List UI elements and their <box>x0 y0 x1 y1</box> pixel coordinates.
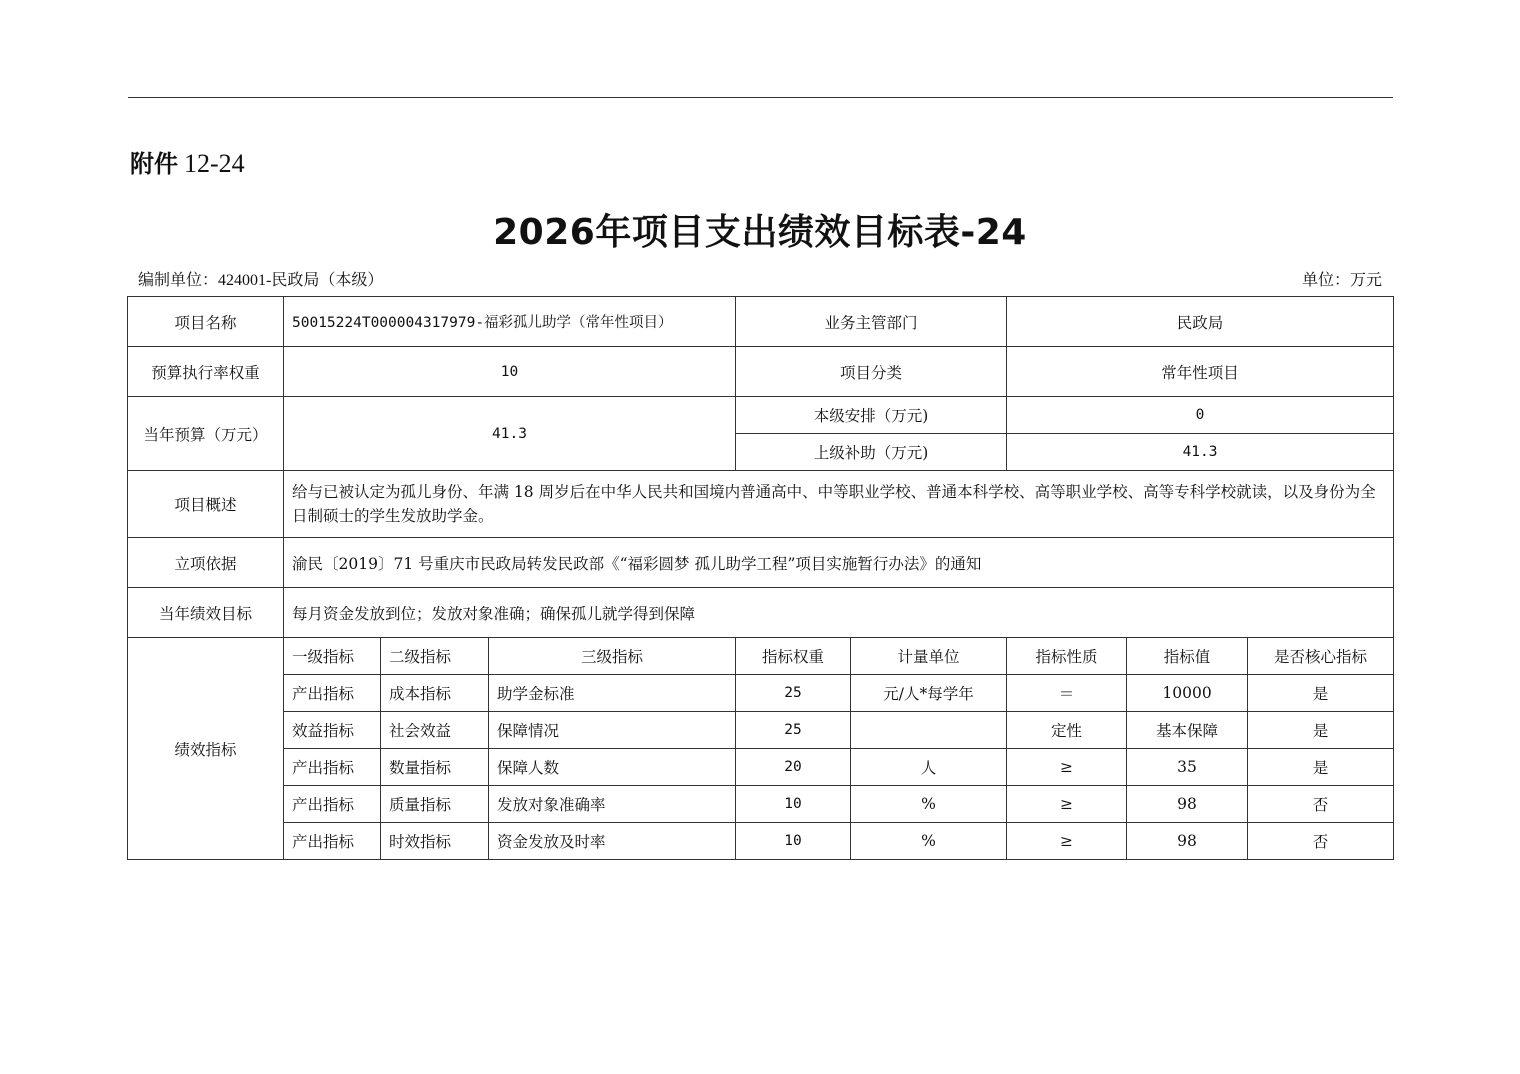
indicator-row <box>128 786 1394 823</box>
project-name-value: 50015224T000004317979-福彩孤儿助学（常年性项目） <box>284 297 736 347</box>
row-overview <box>128 471 1394 538</box>
indicator-level2: 社会效益 <box>381 712 489 749</box>
indicator-level2: 成本指标 <box>381 675 489 712</box>
indicator-core: 是 <box>1248 712 1394 749</box>
indicator-level1: 产出指标 <box>284 823 381 860</box>
indicator-weight: 10 <box>736 786 851 823</box>
row-budget-level <box>128 397 1394 434</box>
goal-value: 每月资金发放到位；发放对象准确；确保孤儿就学得到保障 <box>284 588 1394 638</box>
page-title: 2026年项目支出绩效目标表-24 <box>493 212 1027 253</box>
indicator-level3: 保障情况 <box>489 712 736 749</box>
goal-label: 当年绩效目标 <box>128 588 284 638</box>
indicator-level1: 产出指标 <box>284 786 381 823</box>
indicator-core: 是 <box>1248 675 1394 712</box>
indicator-level3: 保障人数 <box>489 749 736 786</box>
indicator-core: 否 <box>1248 823 1394 860</box>
performance-table <box>127 296 1394 860</box>
indicator-weight: 20 <box>736 749 851 786</box>
budget-label: 当年预算（万元） <box>128 397 284 471</box>
indicators-section-label: 绩效指标 <box>128 638 284 860</box>
row-goal <box>128 588 1394 638</box>
header-rule <box>128 97 1393 98</box>
attachment-word: 附件 <box>130 150 178 178</box>
indicator-header-cell: 指标性质 <box>1007 638 1127 675</box>
indicator-value: 98 <box>1127 823 1248 860</box>
indicator-unit: 人 <box>851 749 1007 786</box>
indicator-level2: 质量指标 <box>381 786 489 823</box>
indicator-row <box>128 712 1394 749</box>
indicator-unit: % <box>851 786 1007 823</box>
currency-unit: 单位：万元 <box>1301 272 1382 289</box>
level-label: 本级安排（万元) <box>736 397 1007 434</box>
indicator-header-cell: 是否核心指标 <box>1248 638 1394 675</box>
indicator-value: 10000 <box>1127 675 1248 712</box>
category-label: 项目分类 <box>736 347 1007 397</box>
indicator-unit: % <box>851 823 1007 860</box>
indicator-value: 35 <box>1127 749 1248 786</box>
indicator-header-cell: 三级指标 <box>489 638 736 675</box>
indicator-level2: 数量指标 <box>381 749 489 786</box>
rate-weight-value: 10 <box>284 347 736 397</box>
subsidy-value: 41.3 <box>1007 434 1394 471</box>
dept-value: 民政局 <box>1007 297 1394 347</box>
indicator-nature: ＝ <box>1007 675 1127 712</box>
rate-weight-label: 预算执行率权重 <box>128 347 284 397</box>
indicator-nature: ≥ <box>1007 823 1127 860</box>
indicator-level1: 效益指标 <box>284 712 381 749</box>
indicator-level2: 时效指标 <box>381 823 489 860</box>
indicator-level3: 资金发放及时率 <box>489 823 736 860</box>
budget-value: 41.3 <box>284 397 736 471</box>
subsidy-label: 上级补助（万元) <box>736 434 1007 471</box>
indicator-level1: 产出指标 <box>284 675 381 712</box>
indicator-level1: 产出指标 <box>284 749 381 786</box>
overview-value: 给与已被认定为孤儿身份、年满 18 周岁后在中华人民共和国境内普通高中、中等职业学校、普通本科学校、高等职业学校、高等专科学校就读，以及身份为全日制硕士的学生发放助学金。 <box>284 471 1394 538</box>
indicator-value: 98 <box>1127 786 1248 823</box>
indicator-row <box>128 823 1394 860</box>
indicator-header-cell: 计量单位 <box>851 638 1007 675</box>
attachment-label <box>130 144 245 179</box>
indicator-nature: ≥ <box>1007 749 1127 786</box>
category-value: 常年性项目 <box>1007 347 1394 397</box>
indicator-header-cell: 指标权重 <box>736 638 851 675</box>
indicator-weight: 25 <box>736 675 851 712</box>
indicator-nature: ≥ <box>1007 786 1127 823</box>
indicator-level3: 助学金标准 <box>489 675 736 712</box>
indicator-weight: 10 <box>736 823 851 860</box>
row-project-name <box>128 297 1394 347</box>
indicator-header-cell: 二级指标 <box>381 638 489 675</box>
level-value: 0 <box>1007 397 1394 434</box>
indicator-level3: 发放对象准确率 <box>489 786 736 823</box>
attachment-number: 12-24 <box>184 149 245 178</box>
row-basis <box>128 538 1394 588</box>
dept-label: 业务主管部门 <box>736 297 1007 347</box>
indicator-row <box>128 675 1394 712</box>
indicator-header-cell: 一级指标 <box>284 638 381 675</box>
basis-value: 渝民〔2019〕71 号重庆市民政局转发民政部《“福彩圆梦 孤儿助学工程”项目实施暂行办法》的通知 <box>284 538 1394 588</box>
indicator-nature: 定性 <box>1007 712 1127 749</box>
row-rate-weight <box>128 347 1394 397</box>
project-name-label: 项目名称 <box>128 297 284 347</box>
indicator-header-row <box>128 638 1394 675</box>
indicator-unit <box>851 712 1007 749</box>
indicator-row <box>128 749 1394 786</box>
indicator-unit: 元/人*每学年 <box>851 675 1007 712</box>
indicator-core: 否 <box>1248 786 1394 823</box>
compiling-unit: 编制单位：424001-民政局（本级） <box>138 272 384 289</box>
indicator-header-cell: 指标值 <box>1127 638 1248 675</box>
indicator-value: 基本保障 <box>1127 712 1248 749</box>
overview-label: 项目概述 <box>128 471 284 538</box>
basis-label: 立项依据 <box>128 538 284 588</box>
indicator-core: 是 <box>1248 749 1394 786</box>
indicator-weight: 25 <box>736 712 851 749</box>
